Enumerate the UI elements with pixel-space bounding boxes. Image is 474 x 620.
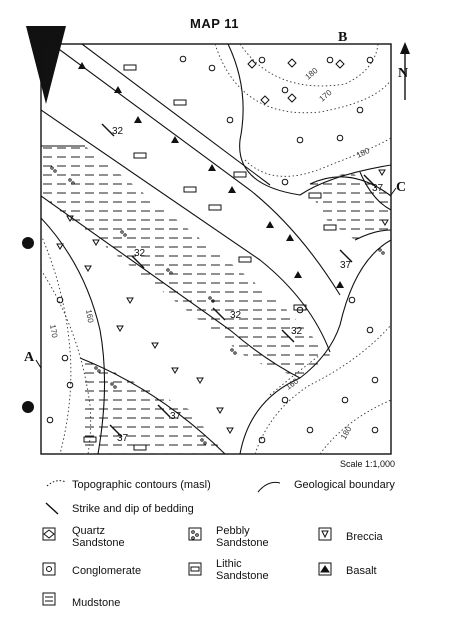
legend-label-breccia: Breccia [346,531,383,543]
scale-label: Scale 1:1,000 [340,459,396,469]
legend-box-pebbly [189,528,201,540]
north-label: N [398,66,409,81]
lithic-sandstone-symbol [134,153,146,158]
conglomerate-symbol [209,65,215,71]
basalt-symbol [208,164,216,171]
basalt-symbol [336,281,344,288]
contour-label: 160 [84,308,96,324]
conglomerate-symbol [327,57,333,63]
conglomerate-symbol [349,297,355,303]
conglomerate-symbol [367,327,373,333]
conglomerate-symbol [67,382,73,388]
contour-label: 180 [303,66,320,82]
contour-label: 170 [48,323,60,339]
legend-label-lithic: Lithic Sandstone [216,558,269,582]
legend-contour-symbol [47,481,66,486]
conglomerate-symbol [62,355,68,361]
legend-boundary-symbol [258,482,280,492]
pebbly-sandstone-symbol [382,252,384,254]
legend-box-breccia [319,528,331,540]
lithic-sandstone-symbol [184,187,196,192]
legend-label-mudstone: Mudstone [72,597,121,609]
topographic-contour [245,138,391,176]
conglomerate-symbol [282,87,288,93]
conglomerate-symbol [282,397,288,403]
lithic-sandstone-symbol [239,257,251,262]
map-title: MAP 11 [190,16,240,31]
lithic-sandstone-symbol [234,172,246,177]
topographic-contour [320,400,391,454]
conglomerate-symbol [372,427,378,433]
breccia-symbol [127,298,133,303]
breccia-icon [322,531,328,537]
topographic-contour [215,44,391,113]
point-label-b: B [338,30,348,45]
basalt-symbol [78,62,86,69]
conglomerate-symbol [372,377,378,383]
mudstone-band [41,146,330,378]
lithic-sandstone-symbol [124,65,136,70]
legend-box-conglomerate [43,563,55,575]
conglomerate-symbol [180,56,186,62]
legend-label-boundary: Geological boundary [294,479,395,491]
legend-strike-dip-symbol [46,503,58,514]
point-label-a: A [24,350,35,365]
conglomerate-symbol [357,107,363,113]
conglomerate-symbol [227,117,233,123]
contour-label: 160 [283,376,301,392]
lithic-sandstone-symbol [174,100,186,105]
quartz-sandstone-symbol [336,60,344,68]
legend-label-conglomerate: Conglomerate [72,565,142,577]
lithic-sandstone-symbol [324,225,336,230]
pebbly-sandstone-icon [192,531,195,534]
punch-hole [22,237,34,249]
breccia-symbol [117,326,123,331]
quartz-sandstone-symbol [248,60,256,68]
dip-value: 32 [112,126,124,137]
dip-value: 32 [230,310,242,321]
point-a-tick [36,360,41,368]
quartz-sandstone-symbol [288,94,296,102]
quartz-sandstone-symbol [261,96,269,104]
conglomerate-symbol [342,397,348,403]
conglomerate-symbol [307,427,313,433]
basalt-symbol [114,86,122,93]
conglomerate-symbol [47,417,53,423]
point-label-c: C [396,180,407,195]
lithic-sandstone-icon [191,567,199,571]
breccia-symbol [197,378,203,383]
legend-label-basalt: Basalt [346,565,377,577]
legend-label-pebbly: Pebbly Sandstone [216,525,269,549]
topographic-contour [41,235,71,454]
legend-label-quartz: Quartz Sandstone [72,525,125,549]
dip-value: 37 [340,260,352,271]
conglomerate-symbol [259,57,265,63]
breccia-symbol [217,408,223,413]
contour-label: 170 [317,88,334,104]
basalt-symbol [266,221,274,228]
basalt-symbol [286,234,294,241]
breccia-symbol [379,170,385,175]
corner-mark [26,26,66,104]
dip-value: 37 [170,411,182,422]
dip-value: 37 [117,433,129,444]
conglomerate-symbol [367,57,373,63]
breccia-symbol [93,240,99,245]
basalt-symbol [294,271,302,278]
pebbly-sandstone-symbol [379,249,381,251]
breccia-symbol [227,428,233,433]
contour-label: 180 [338,424,354,441]
legend-box-mudstone [43,593,55,605]
pebbly-sandstone-symbol [234,352,236,354]
conglomerate-symbol [337,135,343,141]
dip-value: 32 [134,248,146,259]
legend-label-strike-dip: Strike and dip of bedding [72,503,194,515]
conglomerate-symbol [282,179,288,185]
punch-hole [22,401,34,413]
pebbly-sandstone-symbol [231,349,233,351]
conglomerate-icon [47,567,52,572]
quartz-sandstone-icon [44,530,54,538]
dip-value: 32 [291,326,303,337]
geological-boundary [82,44,270,185]
dip-value: 37 [372,183,384,194]
contour-label: 180 [355,146,371,160]
breccia-symbol [152,343,158,348]
conglomerate-symbol [297,137,303,143]
basalt-symbol [228,186,236,193]
quartz-sandstone-symbol [288,59,296,67]
legend-label-contours: Topographic contours (masl) [72,479,211,491]
breccia-symbol [172,368,178,373]
lithic-sandstone-symbol [209,205,221,210]
breccia-symbol [85,266,91,271]
basalt-symbol [134,116,142,123]
breccia-symbol [57,244,63,249]
basalt-icon [321,566,329,572]
